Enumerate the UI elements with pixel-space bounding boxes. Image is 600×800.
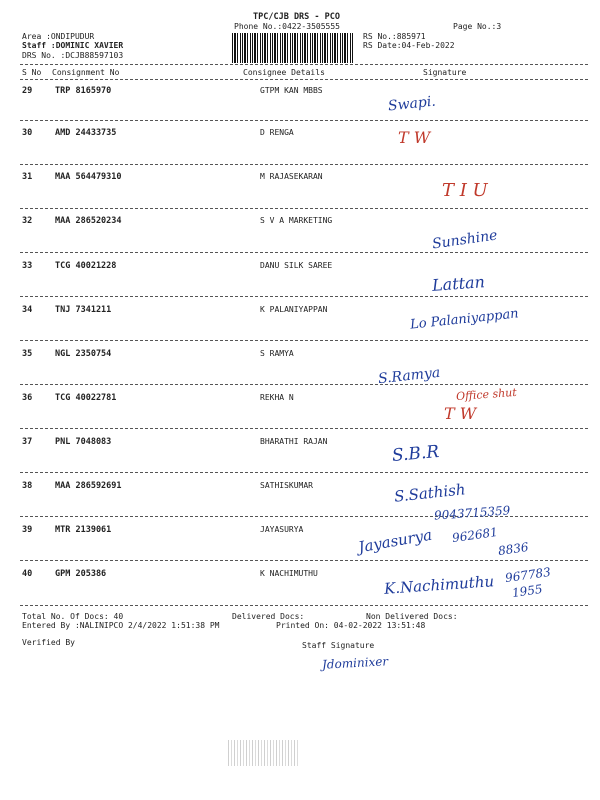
column-signature: Signature [423,68,467,77]
signature-row-40-phone-b: 1955 [511,581,544,601]
column-sno: S No [22,68,42,77]
row-consignee: SATHISKUMAR [260,481,313,490]
row-consignment: MAA 286592691 [55,481,122,491]
signature-row-36: T W [444,404,477,423]
table-row [0,128,600,172]
signature-row-31: T I U [442,180,488,201]
printed-on: Printed On: 04-02-2022 13:51:48 [276,621,426,630]
row-sno: 35 [22,349,33,359]
row-sno: 34 [22,305,33,315]
signature-row-30: T W [398,128,431,147]
row-consignment: GPM 205386 [55,569,107,579]
signature-row-38-phone: 9043715359 [433,503,511,523]
row-consignee: D RENGA [260,128,294,137]
signature-row-33: Lattan [431,272,486,295]
row-consignment: TCG 40022781 [55,393,117,403]
table-row [0,393,600,437]
table-row [0,437,600,481]
row-divider [20,296,588,297]
row-consignee: M RAJASEKARAN [260,172,323,181]
scan-noise [228,740,298,766]
row-sno: 32 [22,216,33,226]
row-consignment: MTR 2139061 [55,525,112,535]
row-divider [20,605,588,606]
row-sno: 37 [22,437,33,447]
table-row [0,86,600,130]
entered-by: Entered By :NALINIPCO 2/4/2022 1:51:38 PM [22,621,220,630]
signature-row-39: Jayasurya [357,525,434,557]
rs-number: RS No.:885971 [363,32,426,41]
header-divider-bottom [20,79,588,80]
non-delivered-docs: Non Delivered Docs: [366,612,458,621]
row-consignment: AMD 24433735 [55,128,117,138]
row-divider [20,208,588,209]
table-row [0,261,600,305]
row-sno: 36 [22,393,33,403]
signature-row-40-phone-a: 967783 [504,564,552,586]
row-divider [20,164,588,165]
signature-row-35: S.Ramya [377,364,441,388]
drs-number: DRS No. :DCJB88597103 [22,51,124,60]
row-consignment: TRP 8165970 [55,86,112,96]
row-consignment: MAA 564479310 [55,172,122,182]
row-consignee: REKHA N [260,393,294,402]
staff-label: Staff :DOMINIC XAVIER [22,41,124,50]
row-divider [20,384,588,385]
document-title: TPC/CJB DRS - PCO [253,12,340,22]
signature-row-39-phone-b: 8836 [497,539,530,559]
row-consignment: NGL 2350754 [55,349,112,359]
row-divider [20,252,588,253]
row-consignee: GTPM KAN MBBS [260,86,323,95]
row-sno: 40 [22,569,33,579]
signature-row-38: S.Sathish [393,480,467,506]
row-consignment: TNJ 7341211 [55,305,112,315]
verified-by: Verified By [22,638,75,647]
row-sno: 29 [22,86,33,96]
row-consignee: DANU SILK SAREE [260,261,333,270]
signature-row-34: Lo Palaniyappan [409,306,520,333]
header-divider-top [20,64,588,65]
row-divider [20,340,588,341]
row-sno: 33 [22,261,33,271]
row-divider [20,560,588,561]
row-consignee: S V A MARKETING [260,216,333,225]
staff-signature-label: Staff Signature [302,641,375,650]
delivered-docs: Delivered Docs: [232,612,305,621]
signature-row-29: Swapi. [387,93,437,115]
column-consignment: Consignment No [52,68,120,77]
table-row [0,216,600,260]
row-sno: 38 [22,481,33,491]
staff-signature: Jdominixer [321,654,389,672]
row-consignee: JAYASURYA [260,525,304,534]
row-consignment: MAA 286520234 [55,216,122,226]
column-consignee: Consignee Details [243,68,325,77]
row-consignment: TCG 40021228 [55,261,117,271]
row-consignee: K PALANIYAPPAN [260,305,328,314]
row-sno: 31 [22,172,33,182]
phone-number: Phone No.:0422-3505555 [234,22,340,31]
row-consignee: S RAMYA [260,349,294,358]
area-label: Area :ONDIPUDUR [22,32,95,41]
signature-row-40: K.Nachimuthu [383,572,495,598]
signature-row-39-phone-a: 962681 [451,524,499,546]
table-row [0,172,600,216]
barcode-image [232,33,354,63]
row-divider [20,472,588,473]
row-consignee: K NACHIMUTHU [260,569,318,578]
rs-date: RS Date:04-Feb-2022 [363,41,455,50]
signature-row-32: Sunshine [431,227,499,253]
row-divider [20,428,588,429]
row-divider [20,120,588,121]
signature-row-36-note: Office shut [455,385,518,404]
row-sno: 30 [22,128,33,138]
page-number: Page No.:3 [453,22,502,31]
total-docs: Total No. Of Docs: 40 [22,612,124,621]
table-row [0,481,600,525]
row-consignee: BHARATHI RAJAN [260,437,328,446]
signature-row-37: S.B.R [391,441,440,467]
row-sno: 39 [22,525,33,535]
row-consignment: PNL 7048083 [55,437,112,447]
